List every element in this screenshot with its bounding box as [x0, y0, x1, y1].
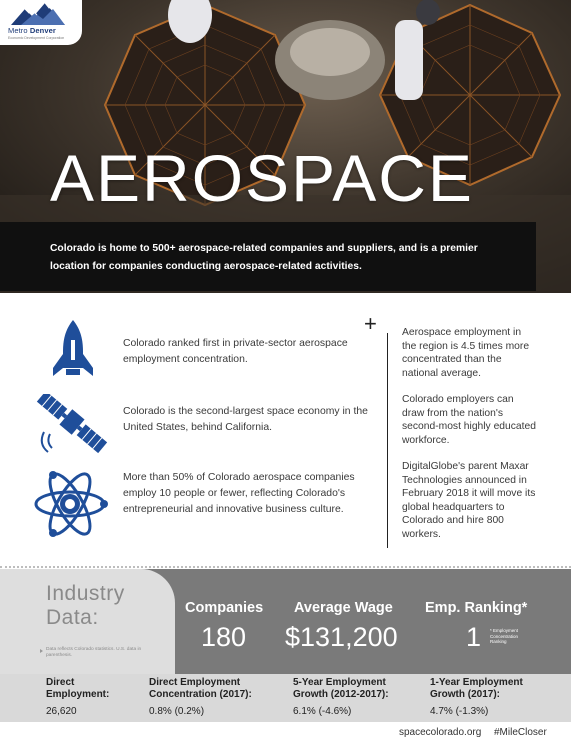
employment-metrics-bar: [0, 674, 571, 722]
stat-value-average-wage: $131,200: [285, 622, 398, 652]
industry-title-line1: Industry: [46, 582, 125, 605]
industry-data-label-box: [0, 569, 175, 674]
metro-denver-logo: [0, 0, 82, 45]
stat-value-emp-ranking: 1: [466, 622, 482, 652]
fact-text-2: Colorado is the second-largest space economy in the United States, behind California.: [123, 406, 368, 434]
fact-text-1: Colorado ranked first in private-sector aerospace employment concentration.: [123, 338, 348, 366]
metric-value-direct-employment: 26,620: [46, 706, 77, 717]
fact-text-3: More than 50% of Colorado aerospace companies employ 10 people or fewer, reflecting Colorado's entrepreneurial and innovative business culture.: [123, 472, 355, 516]
logo-subtitle: Economic Development Corporation: [8, 36, 65, 40]
industry-data-note: Data reflects Colorado statistics. U.S. data in parenthesis.: [46, 647, 142, 658]
logo-wordmark: [8, 26, 78, 35]
industry-title-line2: Data:: [46, 606, 99, 629]
satellite-icon: [30, 394, 110, 454]
logo-name-part2: Denver: [29, 26, 56, 35]
intro-text: Colorado is home to 500+ aerospace-related companies and suppliers, and is a premier location for companies conducting aerospace-related activities.: [50, 243, 478, 272]
side-fact-3: DigitalGlobe's parent Maxar Technologies announced in February 2018 it will move its global headquarters to Colorado and hire 800 workers.: [402, 461, 536, 540]
plus-sign: +: [364, 311, 377, 336]
footer: [0, 722, 571, 741]
logo-name-part1: Metro: [8, 26, 28, 35]
dotted-separator: [0, 566, 571, 569]
intro-banner: [0, 222, 536, 291]
metric-value-5yr-growth: 6.1% (-4.6%): [293, 706, 352, 717]
atom-icon: [30, 470, 110, 540]
stat-label-emp-ranking: Emp. Ranking*: [425, 600, 528, 616]
metric-value-concentration: 0.8% (0.2%): [149, 706, 205, 717]
industry-data-title: [46, 582, 125, 630]
footer-website-link[interactable]: spacecolorado.org: [399, 727, 482, 738]
metric-label-concentration: Direct Employment Concentration (2017):: [149, 677, 252, 700]
ranking-footnote: * Employment Concentration Ranking: [490, 628, 519, 644]
page-title: AEROSPACE: [50, 141, 474, 215]
mountain-logo-icon: [11, 3, 65, 25]
metric-label-1yr-growth: 1-Year Employment Growth (2017):: [430, 677, 523, 700]
rocket-icon: [30, 318, 100, 378]
column-divider: [387, 333, 388, 548]
stat-label-companies: Companies: [185, 600, 264, 616]
stat-value-companies: 180: [201, 622, 247, 652]
side-fact-1: Aerospace employment in the region is 4.5 times more concentrated than the national average.: [402, 327, 530, 379]
side-fact-2: Colorado employers can draw from the nation's second-most highly educated workforce.: [402, 394, 536, 446]
triangle-bullet-icon: [40, 649, 43, 653]
metric-label-5yr-growth: 5-Year Employment Growth (2012-2017):: [293, 677, 389, 700]
stat-label-average-wage: Average Wage: [294, 600, 393, 616]
metric-label-direct-employment: Direct Employment:: [46, 677, 110, 700]
footer-hashtag: #MileCloser: [494, 727, 547, 738]
metric-value-1yr-growth: 4.7% (-1.3%): [430, 706, 489, 717]
